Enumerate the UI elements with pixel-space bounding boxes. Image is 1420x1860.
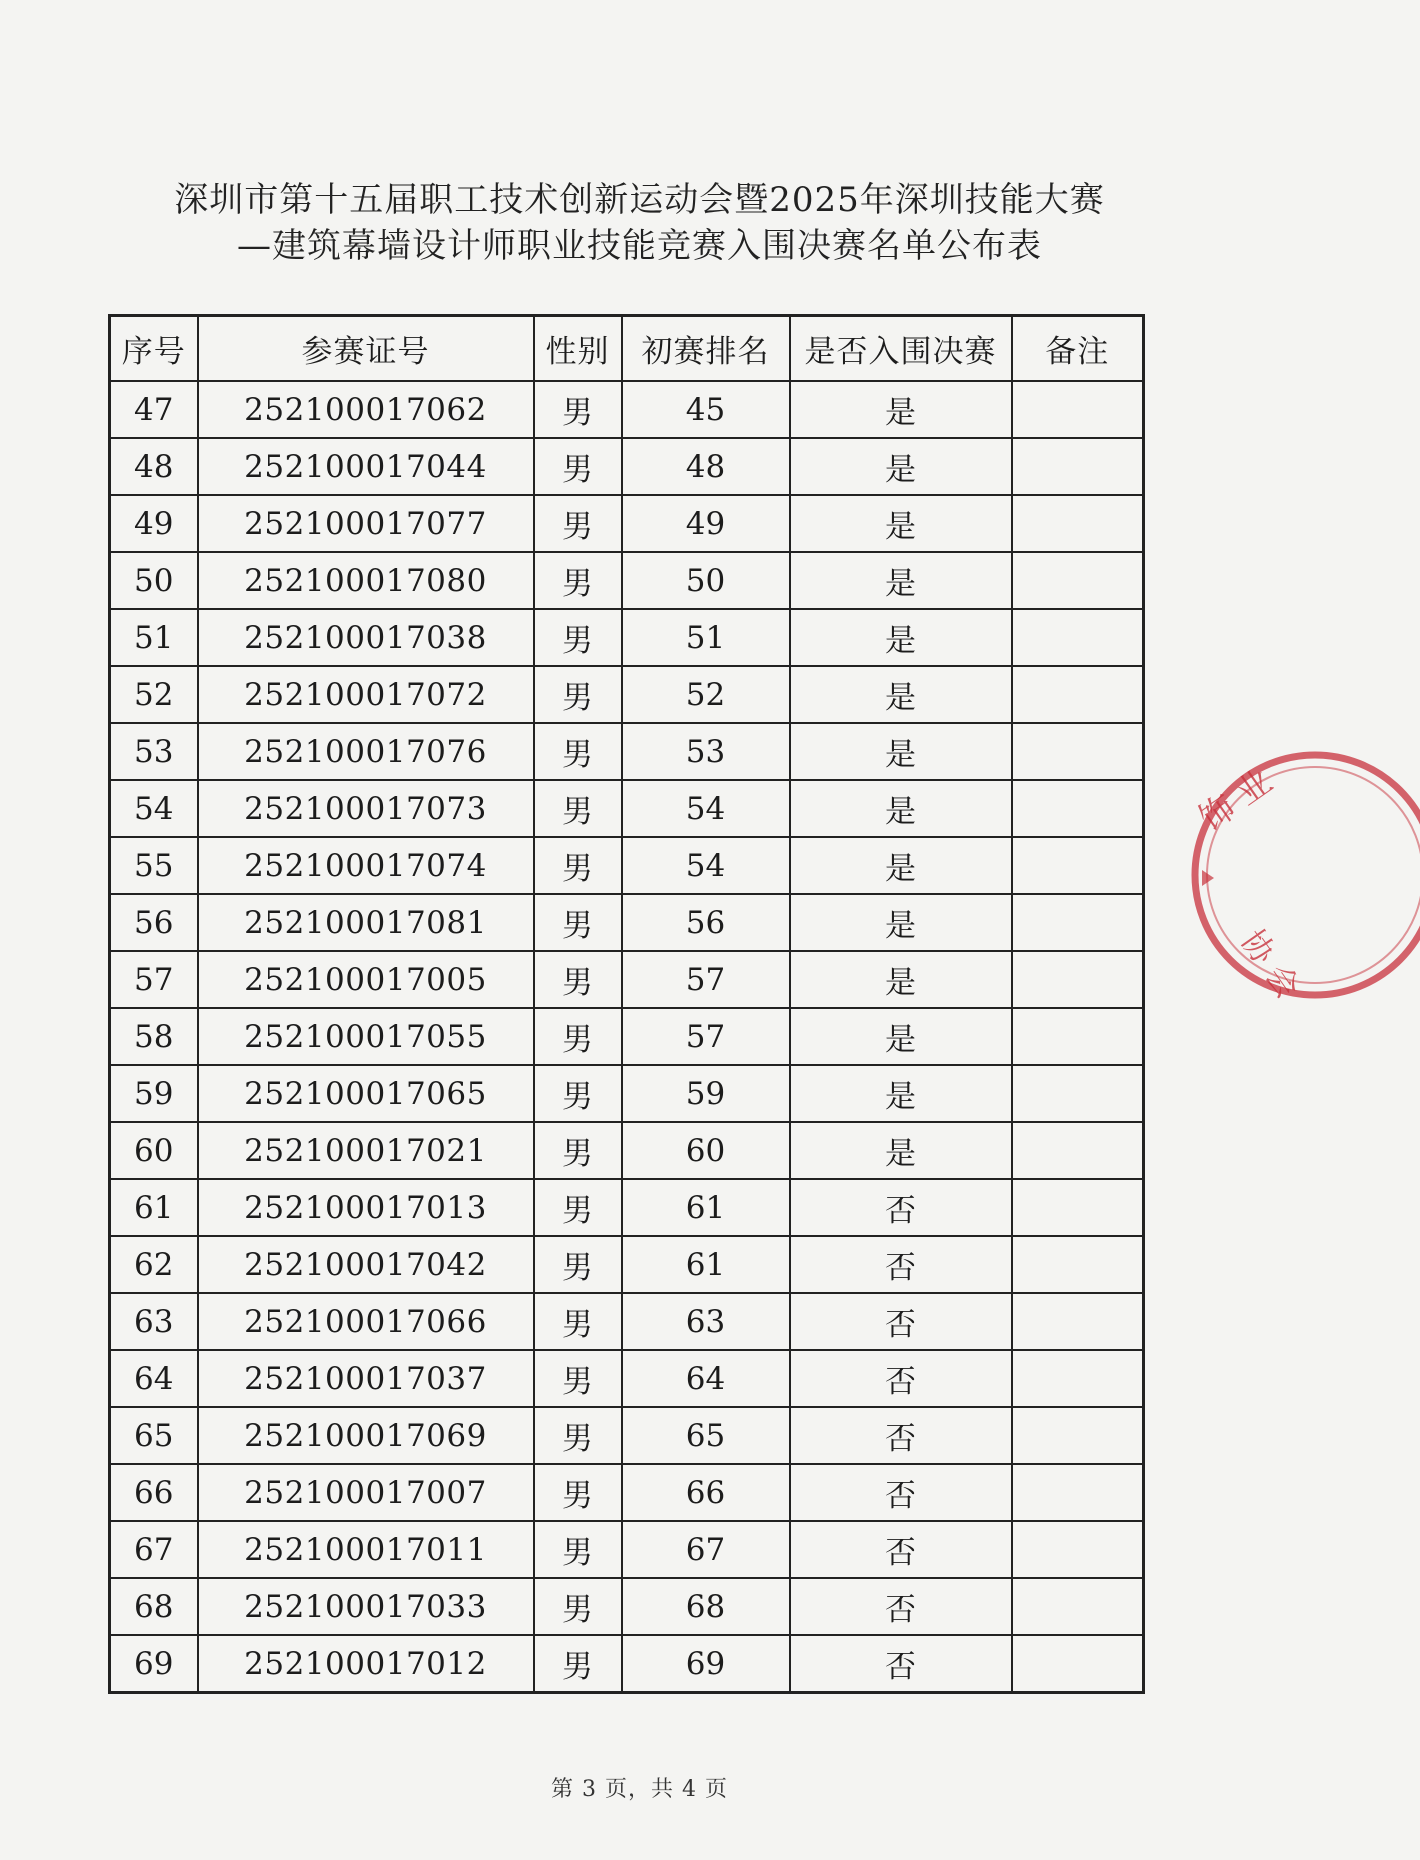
cell-prelim-rank: 59 — [622, 1065, 790, 1122]
cell-gender: 男 — [534, 1350, 622, 1407]
table-row — [110, 1350, 1144, 1407]
cell-serial-number: 49 — [110, 495, 198, 552]
cell-serial-number: 59 — [110, 1065, 198, 1122]
cell-entry-id: 252100017072 — [198, 666, 534, 723]
page-number: 第 3 页，共 4 页 — [551, 1777, 728, 1802]
cell-advanced-to-final: 是 — [790, 438, 1012, 495]
cell-serial-number: 63 — [110, 1293, 198, 1350]
cell-prelim-rank: 61 — [622, 1236, 790, 1293]
cell-remarks — [1012, 1179, 1144, 1236]
table-row — [110, 438, 1144, 495]
cell-entry-id: 252100017074 — [198, 837, 534, 894]
cell-advanced-to-final: 是 — [790, 780, 1012, 837]
cell-gender: 男 — [534, 438, 622, 495]
cell-serial-number: 54 — [110, 780, 198, 837]
cell-entry-id: 252100017080 — [198, 552, 534, 609]
cell-serial-number: 47 — [110, 381, 198, 438]
cell-advanced-to-final: 否 — [790, 1350, 1012, 1407]
cell-gender: 男 — [534, 495, 622, 552]
header-advanced-to-final: 是否入围决赛 — [790, 316, 1012, 382]
cell-prelim-rank: 68 — [622, 1578, 790, 1635]
table-body — [110, 381, 1144, 1693]
cell-advanced-to-final: 否 — [790, 1521, 1012, 1578]
cell-entry-id: 252100017077 — [198, 495, 534, 552]
cell-advanced-to-final: 是 — [790, 666, 1012, 723]
header-remarks: 备注 — [1012, 316, 1144, 382]
cell-advanced-to-final: 是 — [790, 609, 1012, 666]
table-row — [110, 1236, 1144, 1293]
cell-entry-id: 252100017033 — [198, 1578, 534, 1635]
cell-remarks — [1012, 666, 1144, 723]
cell-serial-number: 58 — [110, 1008, 198, 1065]
table-row — [110, 1065, 1144, 1122]
cell-advanced-to-final: 否 — [790, 1407, 1012, 1464]
table-row — [110, 894, 1144, 951]
table-row — [110, 609, 1144, 666]
cell-gender: 男 — [534, 1236, 622, 1293]
table-row — [110, 381, 1144, 438]
cell-prelim-rank: 45 — [622, 381, 790, 438]
cell-prelim-rank: 69 — [622, 1635, 790, 1693]
cell-entry-id: 252100017037 — [198, 1350, 534, 1407]
cell-prelim-rank: 48 — [622, 438, 790, 495]
cell-entry-id: 252100017066 — [198, 1293, 534, 1350]
cell-serial-number: 51 — [110, 609, 198, 666]
cell-gender: 男 — [534, 894, 622, 951]
cell-entry-id: 252100017055 — [198, 1008, 534, 1065]
cell-prelim-rank: 61 — [622, 1179, 790, 1236]
cell-gender: 男 — [534, 951, 622, 1008]
header-entry-id: 参赛证号 — [198, 316, 534, 382]
cell-gender: 男 — [534, 1407, 622, 1464]
cell-gender: 男 — [534, 381, 622, 438]
cell-prelim-rank: 54 — [622, 837, 790, 894]
cell-gender: 男 — [534, 666, 622, 723]
cell-entry-id: 252100017005 — [198, 951, 534, 1008]
cell-prelim-rank: 50 — [622, 552, 790, 609]
cell-entry-id: 252100017065 — [198, 1065, 534, 1122]
cell-gender: 男 — [534, 1635, 622, 1693]
cell-advanced-to-final: 否 — [790, 1179, 1012, 1236]
cell-prelim-rank: 57 — [622, 1008, 790, 1065]
cell-serial-number: 48 — [110, 438, 198, 495]
cell-advanced-to-final: 是 — [790, 837, 1012, 894]
cell-advanced-to-final: 是 — [790, 951, 1012, 1008]
table-row — [110, 837, 1144, 894]
cell-gender: 男 — [534, 1464, 622, 1521]
cell-serial-number: 65 — [110, 1407, 198, 1464]
table-row — [110, 1578, 1144, 1635]
cell-remarks — [1012, 1122, 1144, 1179]
cell-remarks — [1012, 780, 1144, 837]
table-row — [110, 495, 1144, 552]
table-header-row — [110, 316, 1144, 382]
cell-remarks — [1012, 1464, 1144, 1521]
cell-entry-id: 252100017007 — [198, 1464, 534, 1521]
cell-gender: 男 — [534, 723, 622, 780]
cell-serial-number: 60 — [110, 1122, 198, 1179]
official-seal-stamp — [1180, 740, 1420, 1010]
cell-remarks — [1012, 1350, 1144, 1407]
cell-serial-number: 64 — [110, 1350, 198, 1407]
table-row — [110, 1293, 1144, 1350]
cell-advanced-to-final: 是 — [790, 1065, 1012, 1122]
cell-entry-id: 252100017073 — [198, 780, 534, 837]
cell-remarks — [1012, 951, 1144, 1008]
cell-remarks — [1012, 1236, 1144, 1293]
cell-prelim-rank: 52 — [622, 666, 790, 723]
cell-advanced-to-final: 是 — [790, 552, 1012, 609]
cell-remarks — [1012, 1293, 1144, 1350]
cell-advanced-to-final: 否 — [790, 1464, 1012, 1521]
cell-advanced-to-final: 是 — [790, 495, 1012, 552]
cell-serial-number: 53 — [110, 723, 198, 780]
cell-entry-id: 252100017012 — [198, 1635, 534, 1693]
cell-gender: 男 — [534, 609, 622, 666]
cell-serial-number: 55 — [110, 837, 198, 894]
cell-entry-id: 252100017062 — [198, 381, 534, 438]
table-row — [110, 1464, 1144, 1521]
table-row — [110, 1008, 1144, 1065]
cell-remarks — [1012, 837, 1144, 894]
cell-prelim-rank: 57 — [622, 951, 790, 1008]
cell-entry-id: 252100017013 — [198, 1179, 534, 1236]
cell-gender: 男 — [534, 1293, 622, 1350]
svg-text:饰 业: 饰 业 — [1192, 761, 1280, 840]
cell-advanced-to-final: 否 — [790, 1236, 1012, 1293]
cell-prelim-rank: 49 — [622, 495, 790, 552]
document-title-line2: —建筑幕墙设计师职业技能竞赛入围决赛名单公布表 — [237, 226, 1042, 266]
table-row — [110, 1407, 1144, 1464]
cell-advanced-to-final: 是 — [790, 381, 1012, 438]
finalist-table — [108, 314, 1145, 1694]
cell-serial-number: 52 — [110, 666, 198, 723]
cell-prelim-rank: 65 — [622, 1407, 790, 1464]
cell-serial-number: 61 — [110, 1179, 198, 1236]
cell-remarks — [1012, 495, 1144, 552]
table-row — [110, 1635, 1144, 1693]
cell-entry-id: 252100017081 — [198, 894, 534, 951]
cell-remarks — [1012, 552, 1144, 609]
cell-remarks — [1012, 381, 1144, 438]
cell-entry-id: 252100017021 — [198, 1122, 534, 1179]
cell-prelim-rank: 67 — [622, 1521, 790, 1578]
cell-advanced-to-final: 是 — [790, 1008, 1012, 1065]
svg-text:协 会: 协 会 — [1233, 922, 1308, 1006]
cell-entry-id: 252100017076 — [198, 723, 534, 780]
cell-advanced-to-final: 是 — [790, 1122, 1012, 1179]
cell-prelim-rank: 56 — [622, 894, 790, 951]
cell-advanced-to-final: 是 — [790, 723, 1012, 780]
cell-entry-id: 252100017042 — [198, 1236, 534, 1293]
table-row — [110, 552, 1144, 609]
cell-gender: 男 — [534, 552, 622, 609]
cell-prelim-rank: 51 — [622, 609, 790, 666]
cell-advanced-to-final: 否 — [790, 1293, 1012, 1350]
table-row — [110, 951, 1144, 1008]
cell-gender: 男 — [534, 1521, 622, 1578]
cell-prelim-rank: 54 — [622, 780, 790, 837]
cell-prelim-rank: 66 — [622, 1464, 790, 1521]
cell-entry-id: 252100017044 — [198, 438, 534, 495]
cell-remarks — [1012, 1635, 1144, 1693]
header-gender: 性别 — [534, 316, 622, 382]
document-title-line1: 深圳市第十五届职工技术创新运动会暨2025年深圳技能大赛 — [174, 180, 1105, 220]
table-row — [110, 723, 1144, 780]
cell-gender: 男 — [534, 837, 622, 894]
header-serial-number: 序号 — [110, 316, 198, 382]
cell-serial-number: 62 — [110, 1236, 198, 1293]
cell-serial-number: 67 — [110, 1521, 198, 1578]
cell-gender: 男 — [534, 1122, 622, 1179]
table-row — [110, 1122, 1144, 1179]
cell-remarks — [1012, 1578, 1144, 1635]
header-prelim-rank: 初赛排名 — [622, 316, 790, 382]
table-row — [110, 666, 1144, 723]
cell-remarks — [1012, 1065, 1144, 1122]
cell-serial-number: 69 — [110, 1635, 198, 1693]
cell-entry-id: 252100017069 — [198, 1407, 534, 1464]
cell-prelim-rank: 53 — [622, 723, 790, 780]
cell-advanced-to-final: 否 — [790, 1578, 1012, 1635]
cell-entry-id: 252100017038 — [198, 609, 534, 666]
cell-prelim-rank: 63 — [622, 1293, 790, 1350]
cell-gender: 男 — [534, 1065, 622, 1122]
table-row — [110, 780, 1144, 837]
cell-serial-number: 56 — [110, 894, 198, 951]
cell-serial-number: 68 — [110, 1578, 198, 1635]
cell-remarks — [1012, 1521, 1144, 1578]
cell-serial-number: 57 — [110, 951, 198, 1008]
cell-remarks — [1012, 894, 1144, 951]
cell-gender: 男 — [534, 1179, 622, 1236]
cell-gender: 男 — [534, 1578, 622, 1635]
cell-remarks — [1012, 1407, 1144, 1464]
table-row — [110, 1521, 1144, 1578]
cell-remarks — [1012, 438, 1144, 495]
cell-prelim-rank: 64 — [622, 1350, 790, 1407]
cell-advanced-to-final: 否 — [790, 1635, 1012, 1693]
cell-gender: 男 — [534, 780, 622, 837]
cell-gender: 男 — [534, 1008, 622, 1065]
cell-remarks — [1012, 723, 1144, 780]
cell-remarks — [1012, 1008, 1144, 1065]
cell-entry-id: 252100017011 — [198, 1521, 534, 1578]
cell-serial-number: 66 — [110, 1464, 198, 1521]
cell-prelim-rank: 60 — [622, 1122, 790, 1179]
cell-remarks — [1012, 609, 1144, 666]
cell-serial-number: 50 — [110, 552, 198, 609]
table-row — [110, 1179, 1144, 1236]
cell-advanced-to-final: 是 — [790, 894, 1012, 951]
